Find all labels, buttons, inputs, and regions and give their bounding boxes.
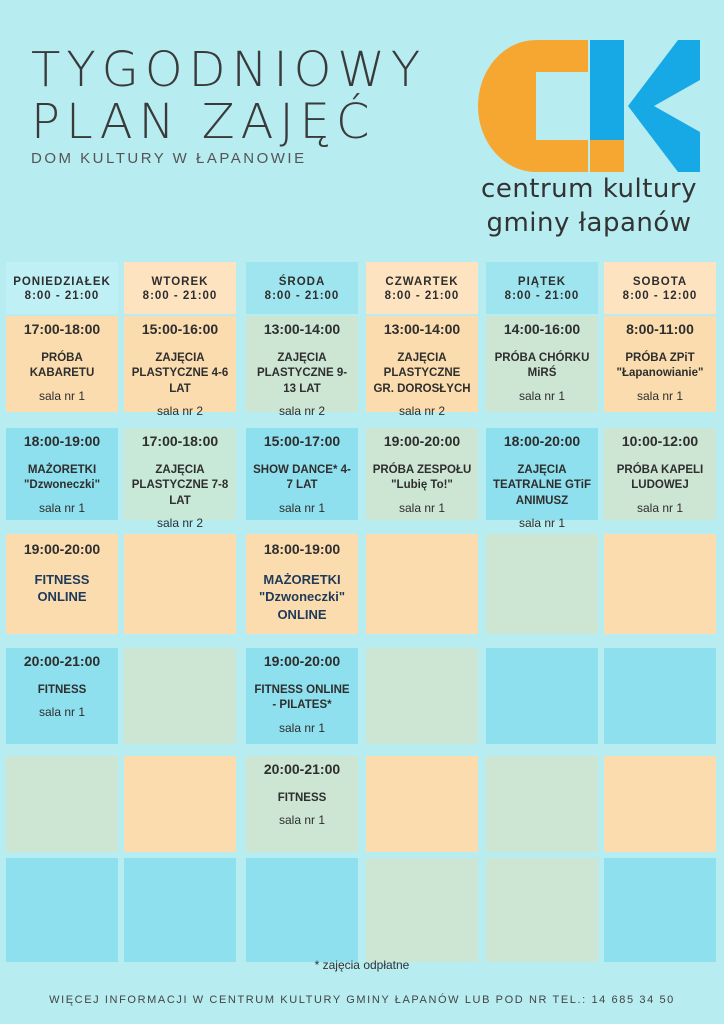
grid-cell-bg (604, 858, 716, 962)
page-title-line-2: PLAN ZAJĘĆ (31, 94, 376, 150)
grid-cell-bg (486, 858, 598, 962)
entry-room: sala nr 1 (38, 705, 86, 720)
entry-activity: ZAJĘCIA PLASTYCZNE 7-8 LAT (131, 463, 229, 507)
day-name: SOBOTA (632, 276, 688, 288)
entry-time: 18:00-20:00 (503, 433, 581, 449)
entry-room: sala nr 1 (636, 388, 684, 403)
day-hours: 8:00 - 21:00 (264, 290, 340, 302)
entry-activity: FITNESS (37, 683, 87, 696)
entry-time: 18:00-19:00 (263, 541, 341, 557)
schedule-entry (604, 318, 716, 412)
schedule-entry (6, 318, 118, 412)
entry-activity: ZAJĘCIA PLASTYCZNE 4-6 LAT (131, 351, 229, 395)
day-name: PIĄTEK (517, 276, 567, 288)
entry-activity: FITNESS (277, 791, 327, 804)
entry-activity: MAŻORETKI "Dzwoneczki" (23, 463, 101, 492)
entry-room: sala nr 1 (636, 500, 684, 515)
entry-activity: ZAJĘCIA PLASTYCZNE GR. DOROSŁYCH (373, 351, 471, 395)
entry-room: sala nr 1 (38, 500, 86, 515)
entry-activity: FITNESS ONLINE - PILATES* (254, 683, 350, 712)
grid-cell-bg (124, 534, 236, 634)
entry-time: 15:00-17:00 (263, 433, 341, 449)
grid-cell-bg (366, 534, 478, 634)
grid-cell-bg (366, 648, 478, 744)
entry-time: 20:00-21:00 (263, 761, 341, 777)
day-hours: 8:00 - 21:00 (504, 290, 580, 302)
grid-cell-bg (604, 648, 716, 744)
entry-activity: MAŻORETKI "Dzwoneczki" ONLINE (258, 571, 345, 622)
entry-room: sala nr 2 (398, 404, 446, 419)
day-header (366, 262, 478, 314)
entry-time: 19:00-20:00 (383, 433, 461, 449)
entry-time: 13:00-14:00 (383, 321, 461, 337)
entry-activity: PRÓBA KAPELI LUDOWEJ (616, 463, 704, 492)
entry-activity: ZAJĘCIA PLASTYCZNE 9-13 LAT (256, 351, 348, 395)
schedule-entry (246, 538, 358, 632)
schedule-entry (604, 430, 716, 520)
entry-room: sala nr 1 (278, 813, 326, 828)
schedule-entry (6, 430, 118, 520)
grid-cell-bg (486, 756, 598, 852)
footer-info: WIĘCEJ INFORMACJI W CENTRUM KULTURY GMINY ŁAPANÓW LUB POD NR TEL.: 14 685 34 50 (49, 994, 675, 1006)
entry-time: 15:00-16:00 (141, 321, 219, 337)
entry-room: sala nr 1 (518, 516, 566, 531)
entry-time: 20:00-21:00 (23, 653, 101, 669)
entry-time: 18:00-19:00 (23, 433, 101, 449)
entry-activity: PRÓBA ZESPOŁU "Lubię To!" (372, 463, 472, 492)
grid-cell-bg (366, 858, 478, 962)
entry-time: 10:00-12:00 (621, 433, 699, 449)
page-subtitle: DOM KULTURY W ŁAPANOWIE (31, 150, 307, 167)
entry-time: 8:00-11:00 (626, 321, 694, 337)
entry-time: 13:00-14:00 (263, 321, 341, 337)
entry-room: sala nr 1 (278, 500, 326, 515)
logo-text-line-2: gminy łapanów (486, 208, 692, 238)
grid-cell-bg (604, 756, 716, 852)
entry-room: sala nr 1 (38, 388, 86, 403)
schedule-entry (246, 430, 358, 520)
header (0, 0, 724, 262)
grid-cell-bg (604, 534, 716, 634)
entry-time: 19:00-20:00 (263, 653, 341, 669)
day-hours: 8:00 - 21:00 (24, 290, 100, 302)
schedule-entry (246, 318, 358, 419)
entry-time: 17:00-18:00 (23, 321, 101, 337)
day-name: ŚRODA (278, 276, 326, 288)
grid-cell-bg (6, 858, 118, 962)
grid-cell-bg (124, 648, 236, 744)
day-name: WTOREK (151, 276, 209, 288)
entry-time: 17:00-18:00 (141, 433, 219, 449)
entry-activity: SHOW DANCE* 4-7 LAT (253, 463, 351, 492)
day-header (486, 262, 598, 314)
day-name: CZWARTEK (385, 276, 459, 288)
day-header (604, 262, 716, 314)
schedule-entry (124, 318, 236, 419)
schedule-entry (246, 650, 358, 744)
entry-activity: FITNESS ONLINE (34, 571, 90, 605)
entry-room: sala nr 1 (398, 500, 446, 515)
schedule-entry (366, 318, 478, 419)
entry-activity: PRÓBA KABARETU (29, 351, 95, 380)
paid-classes-note: * zajęcia odpłatne (314, 958, 410, 972)
schedule-entry (6, 538, 118, 632)
grid-cell-bg (486, 534, 598, 634)
page-title-line-1: TYGODNIOWY (31, 42, 427, 98)
logo-text-line-1: centrum kultury (481, 174, 697, 204)
entry-activity: PRÓBA ZPiT "Łapanowianie" (616, 351, 704, 380)
entry-room: sala nr 2 (156, 404, 204, 419)
entry-time: 14:00-16:00 (503, 321, 581, 337)
grid-cell-bg (124, 756, 236, 852)
grid-cell-bg (124, 858, 236, 962)
schedule-entry (486, 318, 598, 412)
entry-room: sala nr 1 (518, 388, 566, 403)
schedule-grid (0, 262, 724, 984)
schedule-entry (366, 430, 478, 520)
day-header (124, 262, 236, 314)
day-hours: 8:00 - 21:00 (384, 290, 460, 302)
schedule-entry (6, 650, 118, 744)
grid-cell-bg (6, 756, 118, 852)
schedule-entry (246, 758, 358, 852)
schedule-entry (124, 430, 236, 531)
entry-room: sala nr 1 (278, 720, 326, 735)
schedule-entry (486, 430, 598, 531)
entry-activity: ZAJĘCIA TEATRALNE GTiF ANIMUSZ (493, 463, 591, 507)
ck-logo-icon (478, 40, 700, 172)
day-header (6, 262, 118, 314)
entry-activity: PRÓBA CHÓRKU MiRŚ (494, 351, 590, 380)
grid-cell-bg (246, 858, 358, 962)
day-name: PONIEDZIAŁEK (13, 276, 111, 288)
grid-cell-bg (486, 648, 598, 744)
entry-time: 19:00-20:00 (23, 541, 101, 557)
entry-room: sala nr 2 (156, 516, 204, 531)
grid-cell-bg (366, 756, 478, 852)
entry-room: sala nr 2 (278, 404, 326, 419)
day-hours: 8:00 - 12:00 (622, 290, 698, 302)
day-hours: 8:00 - 21:00 (142, 290, 218, 302)
day-header (246, 262, 358, 314)
